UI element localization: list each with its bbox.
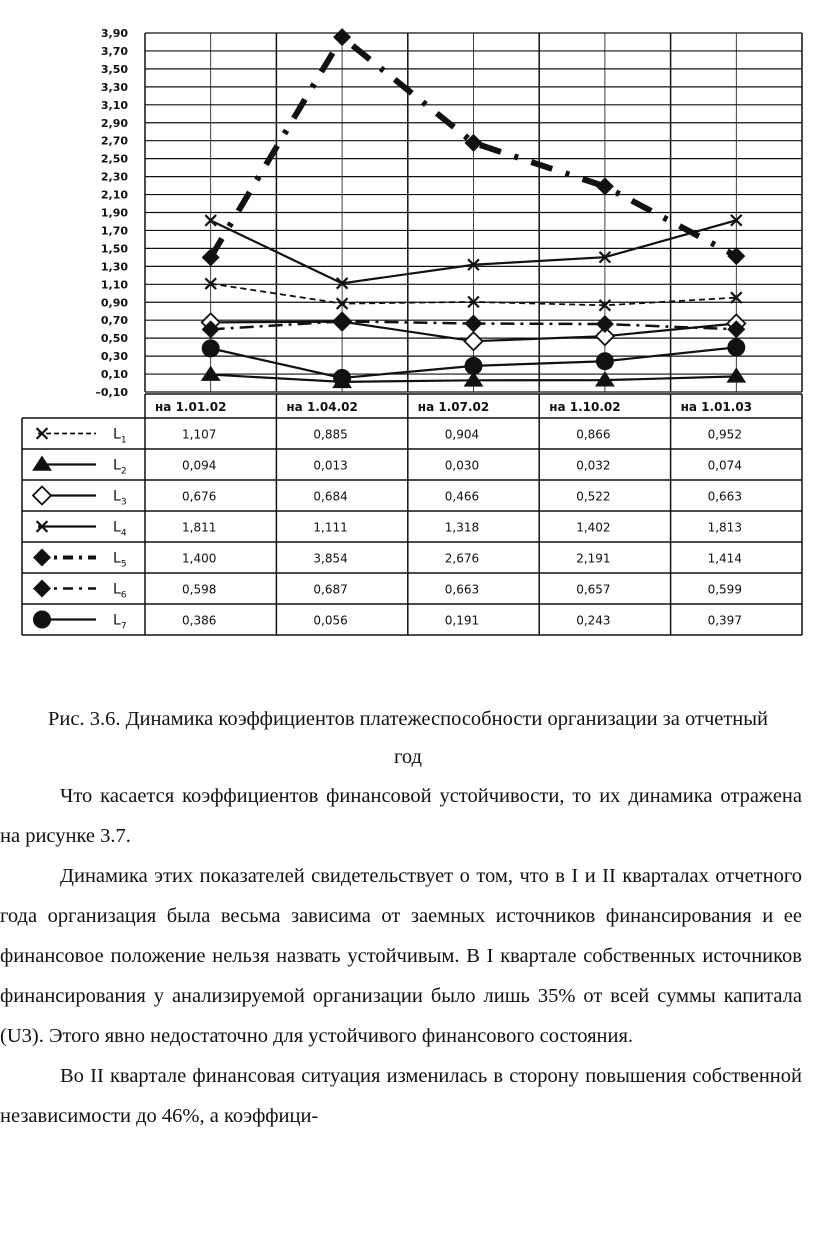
table-cell-value: 1,111 — [313, 520, 348, 535]
legend-entry-L5 — [33, 549, 127, 570]
data-point-L7 — [333, 369, 351, 387]
y-tick-label: 0,50 — [100, 332, 128, 346]
table-cell-value: 0,885 — [313, 427, 348, 442]
table-cell-value: 0,687 — [313, 582, 348, 597]
y-tick-label: 3,50 — [100, 62, 128, 76]
table-cell-value: 2,676 — [444, 551, 480, 566]
y-axis-ticks — [95, 27, 128, 399]
legend-label: $L_3$ — [113, 488, 127, 508]
figure-caption: Рис. 3.6. Динамика коэффициентов платежеспособности организации за отчетный год — [47, 708, 769, 768]
table-cell-value: 0,599 — [707, 582, 742, 597]
table-cell-value: 0,598 — [182, 582, 217, 597]
x-category-label: на 1.01.02 — [155, 400, 227, 414]
legend-label: $L_2$ — [113, 457, 127, 477]
y-tick-label: 2,70 — [100, 134, 128, 148]
table-cell-value: 0,657 — [576, 582, 611, 597]
legend-entry-L2 — [32, 456, 126, 477]
legend-label: $L_5$ — [113, 550, 127, 570]
y-tick-label: 1,70 — [100, 224, 128, 238]
table-cell-value: 2,191 — [576, 551, 611, 566]
table-cell-value: 0,676 — [182, 489, 217, 504]
y-tick-label: 3,90 — [100, 27, 128, 40]
y-tick-label: 1,90 — [100, 206, 128, 220]
y-tick-label: 2,10 — [100, 188, 128, 202]
paragraph-2: Динамика этих показателей свидетельствует о том, что в I и II кварталах отчетного года организация была весьма зависима от заемных источников финансирования и ее финансовое положение нельзя назвать устойчивым. В I квартале собственных источников финансирования у анализируемой организации было лишь 35% от всей суммы капитала (U3). Этого явно недостаточно для устойчивого финансового состояния. — [0, 865, 802, 1047]
legend-label: $L_1$ — [113, 426, 127, 446]
paragraph-3: Во II квартале финансовая ситуация изменилась в сторону повышения собственной независимости до 46%, а коэффици- — [0, 1065, 802, 1127]
table-cell-value: 0,522 — [576, 489, 611, 504]
legend-label: $L_4$ — [113, 519, 127, 539]
table-cell-value: 0,684 — [313, 489, 348, 504]
x-category-label: на 1.04.02 — [286, 400, 358, 414]
data-point-L6 — [596, 315, 614, 333]
text-block — [0, 700, 816, 1136]
y-tick-label: 2,30 — [100, 170, 128, 184]
table-cell-value: 0,466 — [444, 489, 480, 504]
data-point-L2 — [201, 366, 221, 381]
data-point-L5 — [333, 28, 351, 46]
y-tick-label: 3,30 — [100, 80, 128, 94]
data-table — [22, 394, 802, 635]
table-cell-value: 0,952 — [707, 427, 742, 442]
table-cell-value: 1,813 — [707, 520, 742, 535]
table-cell-value: 1,318 — [444, 520, 480, 535]
table-cell-value: 0,866 — [576, 427, 611, 442]
table-cell-value: 0,013 — [313, 458, 348, 473]
legend-label: $L_7$ — [113, 612, 127, 632]
legend-entry-L7 — [33, 611, 127, 632]
data-point-L7 — [202, 339, 220, 357]
y-tick-label: 0,70 — [100, 314, 128, 328]
legend-entry-L6 — [33, 580, 127, 601]
table-cell-value: 0,074 — [707, 458, 742, 473]
paragraph-1: Что касается коэффициентов финансовой устойчивости, то их динамика отражена на рисунке 3.7. — [0, 785, 802, 847]
y-tick-label: 3,70 — [100, 44, 128, 58]
y-tick-label: 0,90 — [100, 296, 128, 310]
x-category-label: на 1.10.02 — [549, 400, 621, 414]
y-tick-label: 1,50 — [100, 242, 128, 256]
table-cell-value: 1,402 — [576, 520, 611, 535]
table-cell-value: 1,107 — [182, 427, 217, 442]
table-cell-value: 0,386 — [182, 613, 217, 628]
table-cell-value: 0,032 — [576, 458, 611, 473]
legend-marker — [33, 611, 51, 629]
table-cell-value: 0,397 — [707, 613, 742, 628]
y-tick-label: 1,10 — [100, 278, 128, 292]
legend-entry-L1 — [37, 427, 127, 446]
legend-entry-L3 — [33, 487, 127, 508]
table-cell-value: 1,811 — [182, 520, 217, 535]
table-cell-value: 1,400 — [182, 551, 217, 566]
data-point-L2 — [595, 371, 615, 386]
x-category-label: на 1.01.03 — [680, 400, 753, 414]
table-cell-value: 0,904 — [444, 427, 480, 442]
table-cell-value: 0,030 — [444, 458, 480, 473]
data-point-L7 — [465, 357, 483, 375]
y-tick-label: 2,90 — [100, 116, 128, 130]
table-cell-value: 0,191 — [444, 613, 480, 628]
legend-marker — [33, 580, 51, 598]
data-point-L2 — [726, 367, 746, 382]
table-cell-value: 0,243 — [576, 613, 611, 628]
legend-entry-L4 — [37, 520, 127, 539]
legend-marker — [33, 549, 51, 567]
table-cell-value: 0,094 — [182, 458, 217, 473]
data-point-L6 — [333, 312, 351, 330]
table-cell-value: 0,056 — [313, 613, 348, 628]
y-tick-label: 0,10 — [100, 368, 128, 382]
table-cell-value: 0,663 — [707, 489, 742, 504]
legend-label: $L_6$ — [113, 581, 127, 601]
data-point-L7 — [727, 338, 745, 356]
legend-marker — [33, 487, 51, 505]
data-point-L6 — [465, 315, 483, 333]
legend-marker — [32, 456, 52, 471]
data-point-L5 — [596, 177, 614, 195]
y-tick-label: 3,10 — [100, 98, 128, 112]
table-cell-value: 0,663 — [444, 582, 480, 597]
data-point-L3 — [465, 332, 483, 350]
x-category-label: на 1.07.02 — [417, 400, 490, 414]
y-tick-label: 0,30 — [100, 350, 128, 364]
data-point-L7 — [596, 352, 614, 370]
y-tick-label: 1,30 — [100, 260, 128, 274]
y-tick-label: 2,50 — [100, 152, 128, 166]
table-cell-value: 1,414 — [707, 551, 742, 566]
y-tick-label: –0,10 — [95, 386, 128, 399]
table-cell-value: 3,854 — [313, 551, 348, 566]
